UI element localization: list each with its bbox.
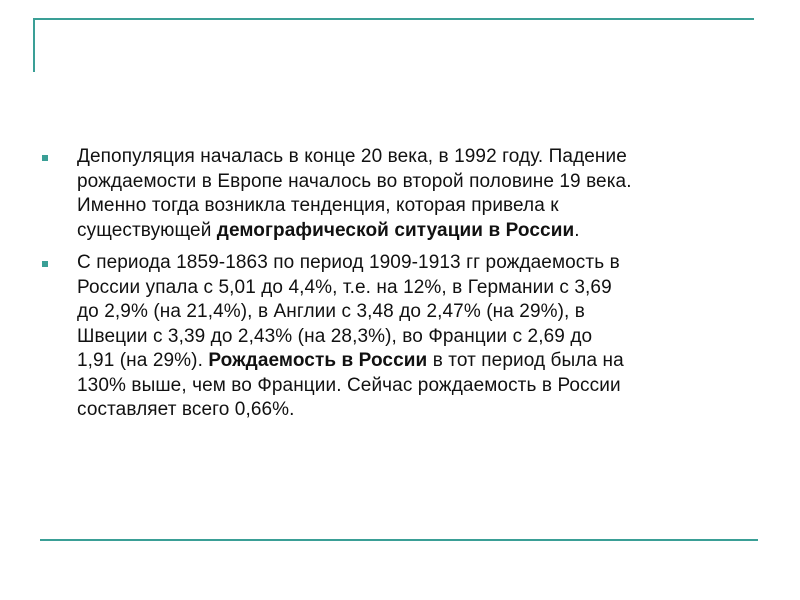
text-line: Депопуляция началась в конце 20 века, в 1992 году. Падение xyxy=(77,146,627,167)
text-line: до 2,9% (на 21,4%), в Англии с 3,48 до 2,47% (на 29%), в xyxy=(77,301,585,322)
text-line-prefix: 1,91 (на 29%). xyxy=(77,350,209,371)
text-line-suffix: . xyxy=(574,219,580,241)
bullet-item-2 xyxy=(42,251,757,423)
bullet-text-2 xyxy=(77,251,757,423)
text-line-suffix: в тот период была на xyxy=(427,350,624,371)
text-line: Именно тогда возникла тенденция, которая привела к xyxy=(77,195,559,216)
text-line: составляет всего 0,66%. xyxy=(77,399,295,420)
text-line: Швеции с 3,39 до 2,43% (на 28,3%), во Франции с 2,69 до xyxy=(77,325,593,347)
text-line: 130% выше, чем во Франции. Сейчас рождаемость в России xyxy=(77,374,621,396)
bold-phrase: Рождаемость в России xyxy=(208,350,428,371)
top-decorative-line xyxy=(33,18,754,20)
text-line: рождаемости в Европе началось во второй половине 19 века. xyxy=(77,170,632,192)
bottom-decorative-line xyxy=(40,539,758,541)
text-line: России упала с 5,01 до 4,4%, т.е. на 12%, в Германии с 3,69 xyxy=(77,276,612,298)
text-line: С периода 1859-1863 по период 1909-1913 гг рождаемость в xyxy=(77,252,620,273)
bullet-list xyxy=(42,145,757,431)
left-decorative-line xyxy=(33,18,35,72)
bold-phrase: демографической ситуации в России xyxy=(216,219,575,241)
square-bullet-icon xyxy=(42,155,48,161)
text-line-prefix: существующей xyxy=(77,219,217,241)
square-bullet-icon xyxy=(42,261,48,267)
bullet-item-1 xyxy=(42,145,757,243)
bullet-text-1 xyxy=(77,145,757,243)
